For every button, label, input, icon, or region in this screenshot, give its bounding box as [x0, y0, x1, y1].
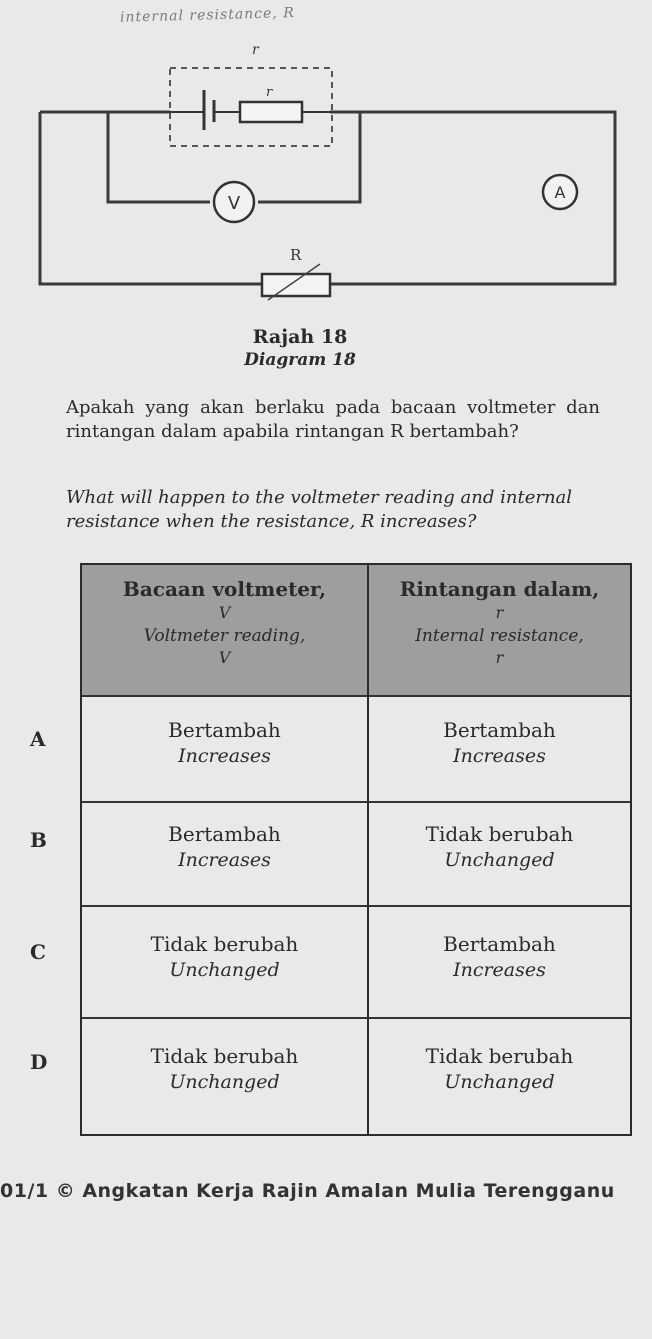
question-text-en: What will happen to the voltmeter reading and internal resistance when the resistance, R increases? — [66, 487, 573, 532]
option-d-voltmeter — [82, 1043, 367, 1095]
question-text-ms: Apakah yang akan berlaku pada bacaan voltmeter dan rintangan dalam apabila rintangan R bertambah? — [66, 397, 600, 442]
option-letter-c[interactable]: C — [30, 940, 46, 964]
header-voltmeter-en: Voltmeter reading, — [143, 626, 306, 646]
option-b-col2-ms: Tidak berubah — [425, 822, 574, 846]
option-c-voltmeter — [82, 931, 367, 983]
answer-table — [80, 563, 632, 1136]
internal-resistor — [240, 102, 302, 122]
label-R: R — [290, 246, 302, 264]
header-voltmeter — [82, 565, 367, 695]
option-b-col2-en: Unchanged — [444, 849, 555, 871]
option-d-resistance — [369, 1043, 630, 1095]
option-letter-b[interactable]: B — [30, 828, 47, 852]
option-a-voltmeter — [82, 717, 367, 769]
header-voltmeter-ms: Bacaan voltmeter, — [122, 577, 327, 601]
option-letter-a[interactable]: A — [30, 727, 46, 751]
header-resistance-en: Internal resistance, — [415, 626, 584, 646]
option-a-col1-ms: Bertambah — [168, 718, 281, 742]
cut-off-header-text: internal resistance, R — [119, 5, 295, 26]
header-voltmeter-symbol-en: V — [218, 648, 231, 667]
header-resistance-symbol-en: r — [495, 648, 504, 667]
option-b-col1-ms: Bertambah — [168, 822, 281, 846]
rheostat-R — [262, 274, 330, 296]
option-a-col1-en: Increases — [178, 745, 271, 767]
voltmeter-symbol: V — [227, 193, 241, 214]
option-letter-d[interactable]: D — [30, 1050, 48, 1074]
option-c-col1-en: Unchanged — [169, 959, 280, 981]
header-resistance-ms: Rintangan dalam, — [399, 577, 600, 601]
option-d-col2-en: Unchanged — [444, 1071, 555, 1093]
option-c-col2-ms: Bertambah — [443, 932, 556, 956]
option-d-col1-ms: Tidak berubah — [150, 1044, 299, 1068]
row-divider — [82, 905, 630, 907]
option-b-col1-en: Increases — [178, 849, 271, 871]
diagram-caption-en: Diagram 18 — [244, 350, 356, 370]
circuit-diagram — [0, 20, 652, 320]
header-internal-resistance — [369, 565, 630, 695]
circuit-wire-outer — [40, 112, 615, 284]
option-a-col2-ms: Bertambah — [443, 718, 556, 742]
row-divider — [82, 801, 630, 803]
option-b-resistance — [369, 821, 630, 873]
label-r-top: r — [252, 42, 259, 58]
option-a-resistance — [369, 717, 630, 769]
option-c-col1-ms: Tidak berubah — [150, 932, 299, 956]
option-c-resistance — [369, 931, 630, 983]
option-b-voltmeter — [82, 821, 367, 873]
option-d-col2-ms: Tidak berubah — [425, 1044, 574, 1068]
row-divider — [82, 695, 630, 697]
label-r-cell: r — [266, 85, 273, 100]
option-d-col1-en: Unchanged — [169, 1071, 280, 1093]
header-resistance-symbol-ms: r — [495, 603, 504, 622]
ammeter-symbol: A — [554, 183, 566, 202]
header-voltmeter-symbol-ms: V — [218, 603, 231, 622]
row-divider — [82, 1017, 630, 1019]
option-c-col2-en: Increases — [453, 959, 546, 981]
page-footer: 01/1 © Angkatan Kerja Rajin Amalan Mulia Terengganu — [0, 1180, 615, 1202]
option-a-col2-en: Increases — [453, 745, 546, 767]
diagram-caption-ms: Rajah 18 — [252, 326, 348, 348]
